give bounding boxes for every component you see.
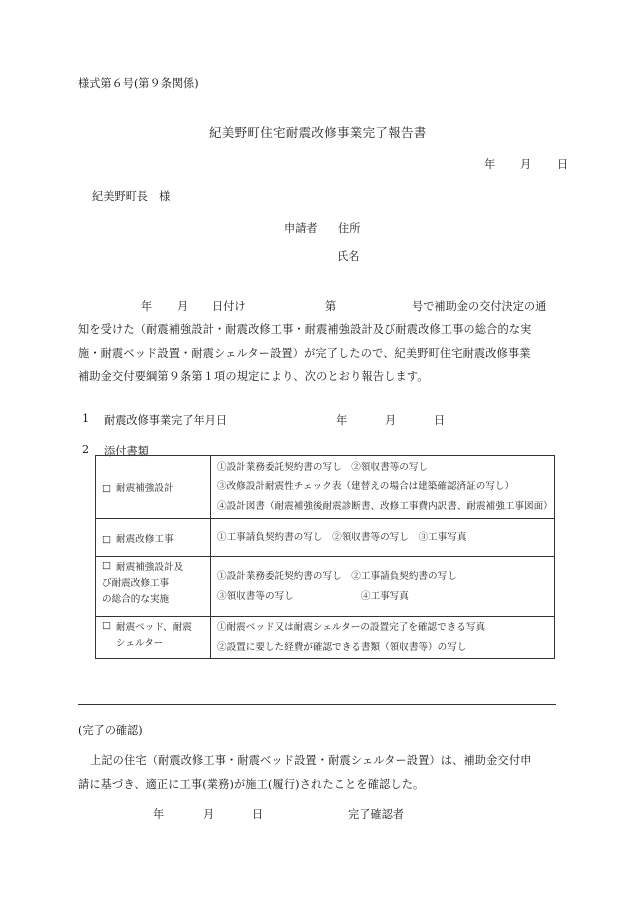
confirmation-line: 請に基づき、適正に工事(業務)が施工(履行)されたことを確認した。 (78, 777, 425, 791)
documents-cell (211, 456, 555, 519)
table-row (96, 519, 555, 557)
category-label: 耐震補強設計及 (116, 562, 184, 573)
table-row (96, 456, 555, 519)
category-label: シェルター (116, 638, 164, 649)
date-year: 年 (484, 158, 496, 171)
applicant-label: 申請者 (284, 222, 318, 235)
attachments-table (95, 455, 555, 659)
item2-number: 2 (82, 443, 90, 456)
confirmer-label: 完了確認者 (348, 808, 404, 821)
body-month: 月 (177, 300, 189, 313)
applicant-name-label: 氏名 (337, 250, 360, 263)
category-label: 耐震改修工事 (116, 533, 174, 545)
body-number-prefix: 第 (325, 300, 337, 313)
body-line: 補助金交付要綱第９条第１項の規定により、次のとおり報告します。 (78, 370, 429, 383)
confirmation-line: 上記の住宅（耐震改修工事・耐震ベッド設置・耐震シェルター設置）は、補助金交付申 (90, 754, 532, 767)
addressee: 紀美野町長 様 (92, 190, 171, 203)
date-day: 日 (557, 158, 569, 171)
item1-number: 1 (82, 412, 90, 425)
documents-cell (211, 519, 555, 557)
form-number: 様式第６号(第９条関係) (78, 77, 199, 90)
confirmation-heading: (完了の確認) (78, 724, 143, 737)
item1-label: 耐震改修事業完了年月日 (104, 414, 228, 427)
table-row (96, 557, 555, 617)
item1-month: 月 (385, 414, 397, 427)
category-cell (96, 557, 211, 617)
document-item: ①設計業務委託契約書の写し ②工事請負契約書の写し (217, 571, 457, 582)
item1-year: 年 (336, 414, 348, 427)
confirm-month: 月 (203, 808, 215, 821)
confirm-day: 日 (252, 808, 264, 821)
document-item: ④設計図書（耐震補強後耐震診断書、改修工事費内訳書、耐震補強工事図面） (217, 500, 553, 512)
category-label: 耐震ベッド、耐震 (116, 622, 192, 633)
document-item: ③改修設計耐震性チェック表（建替えの場合は建築確認済証の写し） (217, 481, 515, 493)
applicant-address-label: 住所 (338, 222, 361, 235)
category-label: 耐震補強設計 (116, 483, 174, 494)
documents-cell (211, 557, 555, 617)
body-paragraph (78, 318, 570, 389)
category-label: び耐震改修工事 (102, 578, 170, 589)
category-cell (96, 456, 211, 519)
document-item: ①設計業務委託契約書の写し ②領収書等の写し (217, 461, 429, 473)
category-cell (96, 519, 211, 557)
body-year: 年 (141, 300, 153, 313)
document-title: 紀美野町住宅耐震改修事業完了報告書 (209, 125, 427, 140)
checkbox-icon[interactable]: □ (102, 620, 112, 631)
body-line: 施・耐震ベッド設置・耐震シェルター設置）が完了したので、紀美野町住宅耐震改修事業 (78, 346, 531, 360)
body-line1-rest: 号で補助金の交付決定の通 (412, 300, 547, 313)
confirm-year: 年 (153, 808, 165, 821)
table-row (96, 617, 555, 659)
checkbox-icon[interactable]: □ (102, 560, 112, 571)
documents-cell (211, 617, 555, 659)
body-line: 知を受けた（耐震補強設計・耐震改修工事・耐震補強設計及び耐震改修工事の総合的な実 (78, 323, 532, 336)
document-item: ②設置に要した経費が確認できる書類（領収書等）の写し (217, 641, 467, 653)
checkbox-icon[interactable]: □ (102, 483, 112, 494)
section-divider (78, 704, 556, 705)
document-item: ①耐震ベッド又は耐震シェルターの設置完了を確認できる写真 (217, 622, 486, 633)
document-item: ③領収書等の写し ④工事写真 (217, 590, 409, 602)
category-cell (96, 617, 211, 659)
body-dated: 日付け (212, 300, 246, 313)
category-label: の総合的な実施 (102, 594, 170, 605)
item2-label: 添付書類 (104, 445, 149, 458)
document-item: ①工事請負契約書の写し ②領収書等の写し ③工事写真 (217, 531, 467, 543)
confirmation-paragraph (78, 749, 573, 796)
date-month: 月 (520, 158, 532, 171)
item1-day: 日 (434, 414, 446, 427)
checkbox-icon[interactable]: □ (102, 533, 112, 545)
